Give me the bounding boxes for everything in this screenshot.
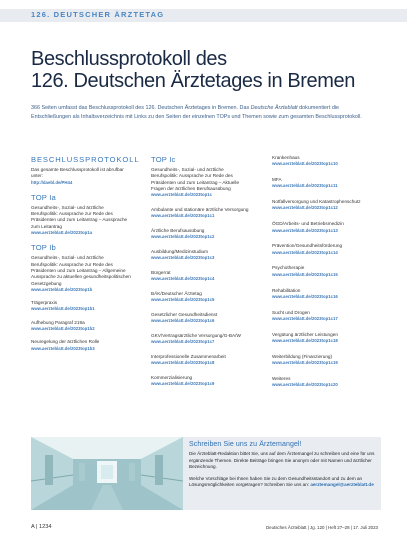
promo-paragraph-1: Die Ärzteblatt-Redaktion bittet Sie, uns auf dem Ärztemangel zu schreiben und eine für uns ergänzende Themen. Direkte Beiträge bringen Sie anonym oder mit Namen und ärztlicher Bezeichnung. <box>189 451 375 470</box>
item-text: ÖGD/Arbeits- und Betriebsmedizin <box>272 221 344 227</box>
list-item <box>272 288 382 301</box>
corridor-illustration <box>31 437 183 510</box>
top-1a-entry <box>31 193 131 236</box>
top-1a-text: Gesundheits-, Sozial- und ärztliche Berufspolitik: Aussprache zur Rede des Präsidenten und zum Leitantrag – Aussprache zum Leitantrag <box>31 204 128 229</box>
protocol-heading: BESCHLUSSPROTOKOLL <box>31 155 140 164</box>
item-link[interactable]: www.aerzteblatt.de/2023top1b2 <box>31 326 95 332</box>
item-text: BÄK/Deutscher Ärztetag <box>151 290 202 296</box>
intro-part-2: dokumentiert die Entschließungen als Inhaltsverzeichnis mit Links zu den Seiten der einzelnen TOPs und Themen sowie zum gesamten Beschlussprotokoll. <box>31 105 362 120</box>
toc-column-3 <box>272 155 382 398</box>
top-1b-entry <box>31 243 131 293</box>
item-link[interactable]: www.aerzteblatt.de/2023top1c12 <box>272 205 338 211</box>
item-link[interactable]: www.aerzteblatt.de/2023top1b1 <box>31 306 95 312</box>
item-text: GKV/Vertragsärztliche Versorgung/G-BA/W <box>151 332 241 338</box>
list-item <box>272 199 382 212</box>
toc-column-2 <box>151 155 251 396</box>
top-1a-heading: TOP Ia <box>31 192 56 202</box>
list-item <box>31 339 131 352</box>
list-item <box>272 332 382 345</box>
item-link[interactable]: www.aerzteblatt.de/2023top1c11 <box>272 183 338 189</box>
hospital-corridor-photo <box>31 437 183 510</box>
page-number-value: 1234 <box>39 524 52 530</box>
promo-text <box>189 451 377 494</box>
top-1c-link[interactable]: www.aerzteblatt.de/2023top1c <box>151 192 212 198</box>
top-1a-link[interactable]: www.aerzteblatt.de/2023top1a <box>31 230 92 236</box>
top-1c-heading: TOP Ic <box>151 155 176 164</box>
item-text: Trägerpraxis <box>31 300 58 306</box>
promo-email-link[interactable]: aerztemangel@aerzteblatt.de <box>310 482 374 488</box>
toc-column-1 <box>31 155 140 359</box>
protocol-link[interactable]: http://daebl.de/PH44 <box>31 179 73 185</box>
top-1c-entry <box>151 155 251 198</box>
journal-citation: Deutsches Ärzteblatt | Jg. 120 | Heft 27–28 | 17. Juli 2023 <box>265 525 378 530</box>
list-item <box>31 320 131 333</box>
list-item <box>151 249 251 262</box>
item-text: Gesetzlicher Gesundheitsdienst <box>151 311 218 317</box>
list-item <box>151 312 251 325</box>
item-text: Vergütung ärztlicher Leistungen <box>272 331 338 337</box>
list-item <box>272 177 382 190</box>
item-link[interactable]: www.aerzteblatt.de/2023top1c8 <box>151 360 215 366</box>
item-text: Bürgerrat <box>151 269 171 275</box>
item-text: Weiteres <box>272 375 291 381</box>
intro-journal: Deutsche Ärzteblatt <box>250 105 298 111</box>
item-text: Notfallversorgung und Katastrophenschutz <box>272 199 361 205</box>
list-item <box>272 354 382 367</box>
item-text: Neuregelung der ärztlichen Rolle <box>31 339 100 345</box>
item-text: Ausbildung/Medizinstudium <box>151 248 209 254</box>
page-number <box>31 524 51 530</box>
item-link[interactable]: www.aerzteblatt.de/2023top1c17 <box>272 315 338 321</box>
title-line-1: Beschlussprotokoll des <box>31 48 227 70</box>
item-link[interactable]: www.aerzteblatt.de/2023top1c16 <box>272 293 338 299</box>
protocol-text: Das gesamte Beschlussprotokoll ist abrufbar unter: <box>31 167 124 179</box>
intro-text <box>31 104 371 121</box>
list-item <box>272 265 382 278</box>
item-link[interactable]: www.aerzteblatt.de/2023top1c15 <box>272 271 338 277</box>
item-link[interactable]: www.aerzteblatt.de/2023top1c13 <box>272 227 338 233</box>
title-line-2: 126. Deutschen Ärztetages in Bremen <box>31 70 355 92</box>
item-link[interactable]: www.aerzteblatt.de/2023top1c10 <box>272 161 338 167</box>
list-item <box>151 333 251 346</box>
item-text: Aufhebung Paragraf 219a <box>31 319 85 325</box>
page-separator: | <box>36 524 38 530</box>
item-link[interactable]: www.aerzteblatt.de/2023top1c18 <box>272 338 338 344</box>
list-item <box>151 270 251 283</box>
item-text: Kommerzialisierung <box>151 374 193 380</box>
item-link[interactable]: www.aerzteblatt.de/2023top1c4 <box>151 276 215 282</box>
item-link[interactable]: www.aerzteblatt.de/2023top1c14 <box>272 249 338 255</box>
top-1b-text: Gesundheits-, Sozial- und ärztliche Berufspolitik: Aussprache zur Rede des Präsidenten und zum Leitantrag – Allgemeine Aussprache zu aktuellen gesundheitspolitischen Gesetzgebung <box>31 255 131 286</box>
list-item <box>151 207 251 220</box>
item-text: Rehabilitation <box>272 287 301 293</box>
item-text: Ärztliche Berufsausübung <box>151 227 205 233</box>
list-item <box>151 228 251 241</box>
item-text: Krankenhaus <box>272 155 300 160</box>
item-text: Psychotherapie <box>272 265 305 271</box>
promo-paragraph-2 <box>189 476 377 489</box>
item-text: Weiterbildung (Finanzierung) <box>272 353 333 359</box>
list-item <box>272 243 382 256</box>
item-text: Prävention/Gesundheitsförderung <box>272 243 343 249</box>
section-tag: 126. DEUTSCHER ÄRZTETAG <box>31 10 165 19</box>
list-item <box>272 221 382 234</box>
item-text: Sucht und Drogen <box>272 309 310 315</box>
item-link[interactable]: www.aerzteblatt.de/2023top1c6 <box>151 318 215 324</box>
page-letter: A <box>31 524 35 530</box>
intro-part-1: 366 Seiten umfasst das Beschlussprotokoll des 126. Deutschen Ärztetages in Bremen. Das <box>31 105 251 111</box>
top-1b-heading: TOP Ib <box>31 243 56 253</box>
list-item <box>272 376 382 389</box>
list-item <box>31 300 131 313</box>
item-text: Interprofessionelle Zusammenarbeit <box>151 353 226 359</box>
item-text: MFA <box>272 177 282 183</box>
item-link[interactable]: www.aerzteblatt.de/2023top1c2 <box>151 234 215 240</box>
page-title <box>31 48 401 92</box>
item-link[interactable]: www.aerzteblatt.de/2023top1b3 <box>31 345 95 351</box>
item-link[interactable]: www.aerzteblatt.de/2023top1c5 <box>151 297 215 303</box>
list-item <box>151 354 251 367</box>
top-1b-link[interactable]: www.aerzteblatt.de/2023top1b <box>31 286 93 292</box>
item-link[interactable]: www.aerzteblatt.de/2023top1c7 <box>151 339 215 345</box>
protocol-entry <box>31 155 140 186</box>
item-text: Ambulante und stationäre ärztliche Versorgung <box>151 206 249 212</box>
item-link[interactable]: www.aerzteblatt.de/2023top1c20 <box>272 382 338 388</box>
item-link[interactable]: www.aerzteblatt.de/2023top1c1 <box>151 213 215 219</box>
list-item <box>151 291 251 304</box>
promo-title: Schreiben Sie uns zu Ärztemangel! <box>189 441 302 448</box>
list-item <box>272 155 382 168</box>
top-1c-text: Gesundheits-, Sozial- und ärztliche Berufspolitik: Aussprache zur Rede des Präsidenten und zum Leitantrag – Aktuelle Fragen der ärztlichen Berufsausübung <box>151 167 240 191</box>
item-link[interactable]: www.aerzteblatt.de/2023top1c19 <box>272 360 338 366</box>
item-link[interactable]: www.aerzteblatt.de/2023top1c3 <box>151 255 215 261</box>
promo-paragraph-2-text: Welche Vorschläge bei Ihnen haben Sie zu dem Gesundheitsstandort und zu dem an Lösungsmöglichkeiten vorgetragen? Schreiben Sie uns an: <box>189 475 363 488</box>
list-item <box>151 375 251 388</box>
item-link[interactable]: www.aerzteblatt.de/2023top1c9 <box>151 381 215 387</box>
list-item <box>272 310 382 323</box>
